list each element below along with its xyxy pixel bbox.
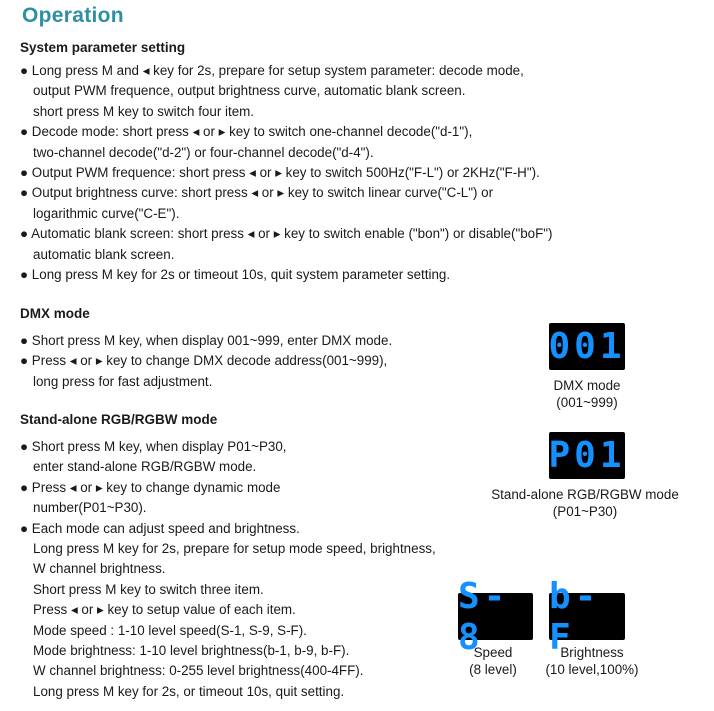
standalone-caption — [466, 486, 704, 520]
list-item: ● Long press M and ◂ key for 2s, prepare for setup system parameter: decode mode, — [20, 63, 524, 78]
speed-caption — [448, 644, 538, 678]
list-item: ● Press ◂ or ▸ key to change DMX decode address(001~999), — [20, 353, 388, 369]
list-item: short press M key to switch four item. — [33, 103, 255, 119]
speed-caption-level: (8 level) — [469, 662, 517, 677]
list-item: ● Long press M key for 2s or timeout 10s, quit system parameter setting. — [20, 267, 451, 283]
list-item: ● Decode mode: short press ◂ or ▸ key to switch one-channel decode("d-1"), — [20, 124, 473, 140]
brightness-caption-title: Brightness — [560, 645, 624, 660]
brightness-caption-level: (10 level,100%) — [545, 662, 639, 677]
dmx-heading: DMX mode — [20, 306, 90, 321]
list-item: Mode brightness: 1-10 level brightness(b-1, b-9, b-F). — [33, 643, 350, 659]
standalone-caption-title: Stand-alone RGB/RGBW mode — [491, 487, 679, 502]
list-item: ● Short press M key, when display 001~999, enter DMX mode. — [20, 333, 393, 348]
dmx-caption — [507, 377, 667, 411]
list-item: enter stand-alone RGB/RGBW mode. — [33, 459, 257, 475]
system-list — [20, 61, 553, 285]
speed-caption-title: Speed — [473, 645, 513, 660]
list-item: number(P01~P30). — [33, 500, 147, 516]
list-item: Long press M key for 2s, or timeout 10s, quit setting. — [33, 683, 345, 699]
list-item: Press ◂ or ▸ key to setup value of each item. — [33, 602, 296, 618]
brightness-display: b-F — [549, 593, 625, 640]
standalone-heading: Stand-alone RGB/RGBW mode — [20, 412, 218, 427]
list-item: automatic blank screen. — [33, 246, 175, 262]
dmx-caption-title: DMX mode — [553, 378, 621, 393]
dmx-caption-range: (001~999) — [556, 395, 618, 410]
list-item: ● Automatic blank screen: short press ◂ or ▸ key to switch enable ("bon") or disable("boF") — [20, 226, 553, 242]
list-item: logarithmic curve("C-E"). — [33, 205, 180, 221]
list-item: ● Output PWM frequence: short press ◂ or ▸ key to switch 500Hz("F-L") or 2KHz("F-H"). — [20, 165, 540, 181]
list-item: output PWM frequence, output brightness curve, automatic blank screen. — [33, 83, 466, 99]
system-heading: System parameter setting — [20, 40, 186, 55]
list-item: ● Short press M key, when display P01~P30, — [20, 439, 287, 454]
list-item: W channel brightness. — [33, 561, 166, 577]
list-item: Short press M key to switch three item. — [33, 581, 264, 597]
list-item: ● Press ◂ or ▸ key to change dynamic mode — [20, 479, 281, 495]
dmx-display: 001 — [549, 323, 625, 370]
list-item: Mode speed : 1-10 level speed(S-1, S-9, S-F). — [33, 622, 307, 638]
page-title: Operation — [22, 4, 124, 27]
list-item: ● Each mode can adjust speed and brightness. — [20, 520, 300, 536]
list-item: ● Output brightness curve: short press ◂ or ▸ key to switch linear curve("C-L") or — [20, 185, 494, 201]
list-item: W channel brightness: 0-255 level brightness(400-4FF). — [33, 663, 364, 679]
standalone-list — [20, 437, 436, 702]
list-item: two-channel decode("d-2") or four-channel decode("d-4"). — [33, 144, 374, 160]
list-item: Long press M key for 2s, prepare for setup mode speed, brightness, — [33, 541, 436, 557]
standalone-caption-range: (P01~P30) — [552, 504, 618, 519]
speed-display: S-8 — [458, 593, 533, 640]
list-item: long press for fast adjustment. — [33, 373, 213, 389]
standalone-display: P01 — [549, 432, 625, 479]
brightness-caption — [527, 644, 657, 678]
dmx-list — [20, 331, 392, 392]
